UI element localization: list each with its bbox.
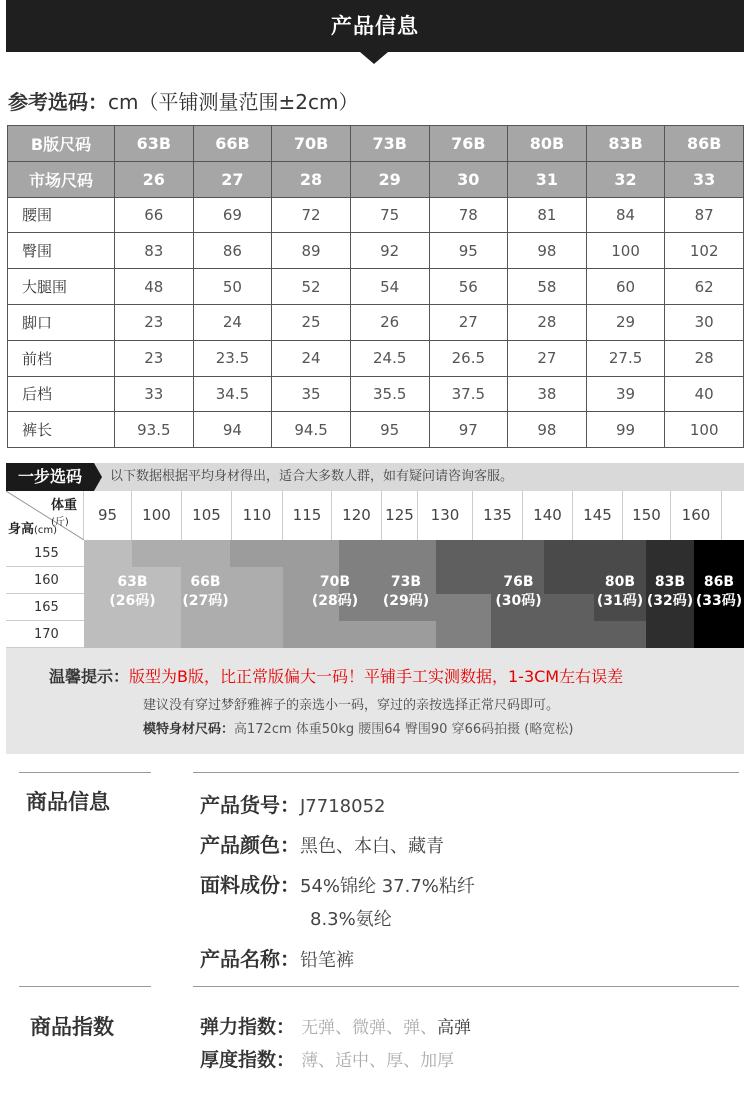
block-market-size: (32码) [646, 593, 694, 609]
name-row [200, 943, 354, 972]
size-block [436, 594, 491, 648]
table-cell: 95 [350, 412, 429, 448]
table-cell: 73B [350, 126, 429, 162]
table-cell: 80B [508, 126, 587, 162]
product-info-title: 商品信息 [26, 790, 110, 814]
table-cell: 94.5 [272, 412, 351, 448]
row-label: 腰围 [8, 197, 115, 233]
table-cell: 83B [586, 126, 665, 162]
block-b-size: 76B [503, 574, 534, 590]
indices-title: 商品指数 [30, 1015, 114, 1039]
block-market-size: (26码) [109, 593, 156, 609]
table-cell: 24.5 [350, 340, 429, 376]
table-cell: 58 [508, 269, 587, 305]
table-cell: 89 [272, 233, 351, 269]
height-row-label: 165 [6, 594, 84, 621]
block-b-size: 80B [604, 574, 636, 590]
size-block [230, 540, 339, 567]
row-label: 裤长 [8, 412, 115, 448]
table-cell: 78 [429, 197, 508, 233]
table-cell: 23.5 [193, 340, 272, 376]
weight-header-cell: 140 [523, 491, 573, 540]
table-cell: 83 [115, 233, 194, 269]
table-cell: 30 [665, 304, 744, 340]
thickness-index-row [200, 1045, 454, 1072]
fabric-value: 54%锦纶 37.7%粘纤 [300, 876, 475, 897]
table-cell: 100 [586, 233, 665, 269]
reference-line [8, 86, 358, 115]
weight-header-cell: 120 [332, 491, 382, 540]
tip-box [6, 648, 744, 754]
separator: 、 [369, 1051, 387, 1071]
row-label: 市场尺码 [8, 161, 115, 197]
row-label: 后档 [8, 376, 115, 412]
block-market-size: (27码) [182, 593, 229, 609]
model-line [143, 718, 573, 737]
divider [19, 986, 151, 987]
step-description: 以下数据根据平均身材得出，适合大多数人群，如有疑问请咨询客服。 [110, 469, 514, 484]
table-cell: 40 [665, 376, 744, 412]
table-row [8, 269, 744, 305]
table-cell: 38 [508, 376, 587, 412]
table-cell: 100 [665, 412, 744, 448]
table-cell: 95 [429, 233, 508, 269]
block-b-size: 63B [117, 574, 148, 590]
sku-value: J7718052 [300, 796, 386, 817]
divider [193, 772, 739, 773]
model-text: 高172cm 体重50kg 腰围64 臀围90 穿66码拍摄 (略宽松) [234, 722, 574, 737]
banner-notch [360, 52, 388, 64]
table-cell: 86 [193, 233, 272, 269]
table-cell: 56 [429, 269, 508, 305]
table-row [8, 197, 744, 233]
table-cell: 25 [272, 304, 351, 340]
table-cell: 37.5 [429, 376, 508, 412]
size-table [7, 125, 744, 448]
table-cell: 94 [193, 412, 272, 448]
table-cell: 70B [272, 126, 351, 162]
size-block-label [283, 573, 387, 611]
block-market-size: (29码) [382, 593, 430, 609]
block-b-size: 70B [319, 574, 351, 590]
color-row [200, 829, 444, 858]
table-row [8, 304, 744, 340]
elastic-label: 弹力指数： [200, 1016, 296, 1038]
table-cell: 26.5 [429, 340, 508, 376]
table-cell: 92 [350, 233, 429, 269]
table-cell: 69 [193, 197, 272, 233]
table-cell: 23 [115, 340, 194, 376]
step-bar [6, 463, 744, 491]
table-cell: 97 [429, 412, 508, 448]
table-cell: 93.5 [115, 412, 194, 448]
banner-title: 产品信息 [331, 14, 419, 38]
block-market-size: (31码) [596, 593, 644, 609]
index-option: 弹 [403, 1018, 421, 1038]
weight-header-cell: 135 [473, 491, 523, 540]
table-cell: 75 [350, 197, 429, 233]
weight-header-cell: 100 [132, 491, 182, 540]
block-market-size: (28码) [311, 593, 359, 609]
index-option: 高弹 [437, 1018, 472, 1038]
size-block-label [181, 573, 230, 611]
fabric-value-cont: 8.3%氨纶 [310, 909, 392, 930]
row-label: 前档 [8, 340, 115, 376]
size-block-label [376, 573, 436, 611]
table-cell: 33 [115, 376, 194, 412]
fabric-row [200, 869, 475, 898]
divider [193, 986, 739, 987]
table-cell: 28 [508, 304, 587, 340]
weight-header-cell: 130 [418, 491, 473, 540]
table-cell: 32 [586, 161, 665, 197]
row-label: B版尺码 [8, 126, 115, 162]
table-cell: 31 [508, 161, 587, 197]
index-option: 薄 [301, 1051, 319, 1071]
reference-label: 参考选码： [8, 90, 108, 114]
table-cell: 81 [508, 197, 587, 233]
weight-header-cell: 115 [283, 491, 332, 540]
table-cell: 99 [586, 412, 665, 448]
table-cell: 72 [272, 197, 351, 233]
size-block [132, 540, 230, 567]
block-market-size: (30码) [495, 593, 542, 609]
table-cell: 50 [193, 269, 272, 305]
table-cell: 27 [429, 304, 508, 340]
size-block-label [594, 573, 646, 611]
sku-label: 产品货号： [200, 793, 300, 817]
table-cell: 30 [429, 161, 508, 197]
row-label: 臀围 [8, 233, 115, 269]
table-cell: 87 [665, 197, 744, 233]
tip-text: 版型为B版，比正常版偏大一码！平铺手工实测数据，1-3CM左右误差 [129, 667, 624, 686]
thickness-label: 厚度指数： [200, 1049, 296, 1071]
weight-header-cell: 160 [671, 491, 722, 540]
block-b-size: 73B [390, 574, 422, 590]
index-option: 加厚 [420, 1051, 455, 1071]
height-row-label: 155 [6, 540, 84, 567]
height-axis-label: 身高(cm) [8, 522, 58, 537]
separator: 、 [318, 1051, 336, 1071]
table-cell: 98 [508, 412, 587, 448]
table-row [8, 376, 744, 412]
table-cell: 29 [350, 161, 429, 197]
table-cell: 34.5 [193, 376, 272, 412]
color-value: 黑色、本白、藏青 [300, 836, 444, 857]
weight-header-cell: 150 [623, 491, 671, 540]
block-b-size: 83B [654, 574, 686, 590]
table-cell: 23 [115, 304, 194, 340]
weight-header-cell: 95 [84, 491, 132, 540]
weight-header-cell: 105 [182, 491, 232, 540]
block-b-size: 86B [703, 574, 735, 590]
step-tag-notch [94, 463, 102, 491]
index-option: 适中 [335, 1051, 370, 1071]
color-label: 产品颜色： [200, 833, 300, 857]
height-row-label: 160 [6, 567, 84, 594]
table-cell: 27 [508, 340, 587, 376]
index-option: 无弹 [301, 1018, 336, 1038]
size-block-label [84, 573, 181, 611]
tip-label: 温馨提示： [49, 667, 130, 686]
separator: 、 [386, 1018, 404, 1038]
model-label: 模特身材尺码： [143, 722, 235, 737]
block-b-size: 66B [190, 574, 221, 590]
table-cell: 60 [586, 269, 665, 305]
table-cell: 24 [193, 304, 272, 340]
table-cell: 35 [272, 376, 351, 412]
name-label: 产品名称： [200, 947, 300, 971]
divider [19, 772, 151, 773]
table-cell: 35.5 [350, 376, 429, 412]
row-label: 脚口 [8, 304, 115, 340]
table-cell: 54 [350, 269, 429, 305]
table-cell: 29 [586, 304, 665, 340]
header-banner [6, 0, 744, 52]
table-cell: 28 [665, 340, 744, 376]
table-cell: 62 [665, 269, 744, 305]
table-cell: 66 [115, 197, 194, 233]
size-block-label [646, 573, 694, 611]
fabric-label: 面料成份： [200, 873, 300, 897]
table-cell: 84 [586, 197, 665, 233]
table-cell: 63B [115, 126, 194, 162]
table-cell: 24 [272, 340, 351, 376]
table-row [8, 233, 744, 269]
reference-text: cm（平铺测量范围±2cm） [108, 90, 359, 114]
size-finder-grid [6, 491, 744, 648]
separator: 、 [403, 1051, 421, 1071]
weight-header-cell: 145 [573, 491, 623, 540]
table-cell: 86B [665, 126, 744, 162]
index-option: 微弹 [352, 1018, 387, 1038]
step-tag: 一步选码 [6, 463, 94, 491]
table-cell: 76B [429, 126, 508, 162]
weight-axis-label: 体重 (斤) [50, 498, 77, 528]
table-row [8, 412, 744, 448]
table-row [8, 161, 744, 197]
table-cell: 39 [586, 376, 665, 412]
table-cell: 27.5 [586, 340, 665, 376]
name-value: 铅笔裤 [300, 950, 354, 971]
table-cell: 27 [193, 161, 272, 197]
weight-header-cell: 125 [382, 491, 418, 540]
row-label: 大腿围 [8, 269, 115, 305]
table-row [8, 126, 744, 162]
separator: 、 [335, 1018, 353, 1038]
height-row-label: 170 [6, 621, 84, 648]
table-cell: 66B [193, 126, 272, 162]
size-block-label [491, 573, 546, 611]
table-cell: 26 [115, 161, 194, 197]
tip-line-1 [49, 664, 623, 687]
sku-row [200, 789, 385, 818]
table-cell: 48 [115, 269, 194, 305]
tip-line-2: 建议没有穿过梦舒雅裤子的亲选小一码，穿过的亲按选择正常尺码即可。 [143, 698, 560, 713]
index-option: 厚 [386, 1051, 404, 1071]
weight-header-cell: 110 [232, 491, 283, 540]
separator: 、 [420, 1018, 438, 1038]
elastic-index-row [200, 1012, 471, 1039]
grid-corner [6, 491, 84, 540]
table-cell: 102 [665, 233, 744, 269]
table-cell: 98 [508, 233, 587, 269]
table-cell: 28 [272, 161, 351, 197]
table-cell: 26 [350, 304, 429, 340]
table-cell: 52 [272, 269, 351, 305]
block-market-size: (33码) [695, 593, 743, 609]
table-cell: 33 [665, 161, 744, 197]
table-row [8, 340, 744, 376]
size-block-label [694, 573, 744, 611]
